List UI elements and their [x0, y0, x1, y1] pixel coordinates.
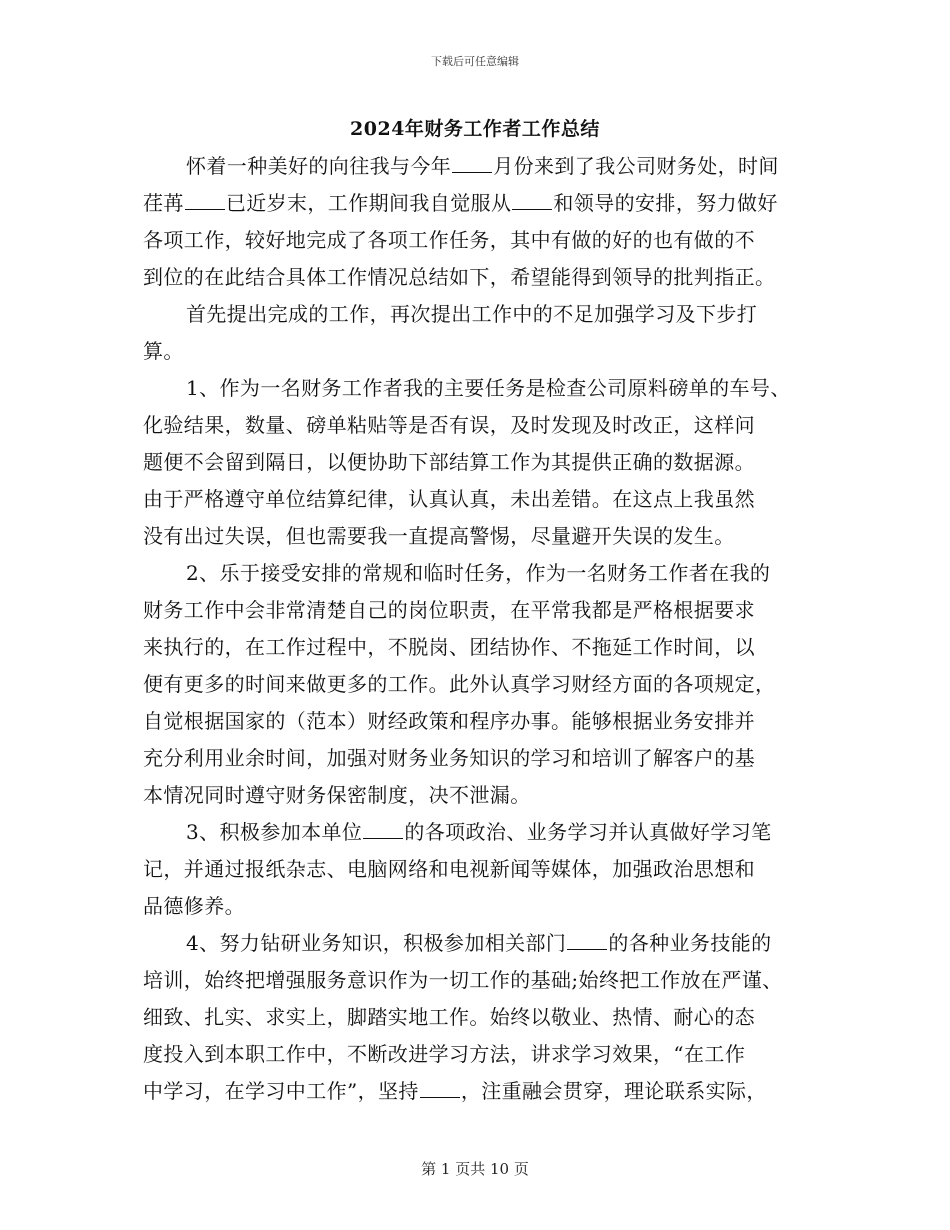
text-line: 到位的在此结合具体工作情况总结如下，希望能得到领导的批判指正。: [143, 265, 776, 289]
text-line: 怀着一种美好的向往我与今年 月份来到了我公司财务处，时间: [186, 154, 779, 178]
text-line: 由于严格遵守单位结算纪律，认真认真，未出差错。在这点上我虽然: [143, 487, 755, 511]
text-line: 充分利用业余时间，加强对财务业务知识的学习和培训了解客户的基: [143, 746, 755, 770]
text-line: 细致、扎实、求实上，脚踏实地工作。始终以敬业、热情、耐心的态: [143, 1005, 755, 1029]
text-line: 1、作为一名财务工作者我的主要任务是检查公司原料磅单的车号、: [186, 376, 791, 400]
text-line: 本情况同时遵守财务保密制度，决不泄漏。: [143, 783, 531, 807]
text-line: 度投入到本职工作中，不断改进学习方法，讲求学习效果，“在工作: [143, 1042, 746, 1066]
text-line: 3、积极参加本单位 的各项政治、业务学习并认真做好学习笔: [186, 820, 772, 844]
page-footer: 第 1 页共 10 页: [421, 1160, 529, 1178]
blank-underline: [452, 154, 492, 173]
text-line: 2、乐于接受安排的常规和临时任务，作为一名财务工作者在我的: [186, 561, 771, 585]
text-line: 化验结果，数量、磅单粘贴等是否有误，及时发现及时改正，这样问: [143, 413, 755, 437]
document-title: 2024年财务工作者工作总结: [350, 118, 600, 140]
text-line: 中学习，在学习中工作”，坚持 ，注重融会贯穿，理论联系实际，: [143, 1079, 767, 1103]
text-line: 各项工作，较好地完成了各项工作任务，其中有做的好的也有做的不: [143, 228, 755, 252]
blank-underline: [363, 820, 403, 839]
text-line: 自觉根据国家的（范本）财经政策和程序办事。能够根据业务安排并: [143, 709, 755, 733]
blank-underline: [567, 931, 607, 950]
text-line: 便有更多的时间来做更多的工作。此外认真学习财经方面的各项规定，: [143, 672, 776, 696]
text-line: 品德修养。: [143, 894, 245, 918]
text-line: 算。: [143, 339, 184, 363]
text-line: 首先提出完成的工作，再次提出工作中的不足加强学习及下步打: [186, 302, 758, 326]
text-line: 荏苒 已近岁末，工作期间我自觉服从 和领导的安排，努力做好: [143, 191, 778, 215]
blank-underline: [512, 191, 552, 210]
text-line: 培训，始终把增强服务意识作为一切工作的基础;始终把工作放在严谨、: [143, 968, 783, 992]
header-note: 下载后可任意编辑: [431, 55, 519, 68]
text-line: 记，并通过报纸杂志、电脑网络和电视新闻等媒体，加强政治思想和: [143, 857, 755, 881]
text-line: 没有出过失误，但也需要我一直提高警惕，尽量避开失误的发生。: [143, 524, 735, 548]
text-line: 来执行的，在工作过程中，不脱岗、团结协作、不拖延工作时间，以: [143, 635, 755, 659]
blank-underline: [185, 191, 225, 210]
text-line: 财务工作中会非常清楚自己的岗位职责，在平常我都是严格根据要求: [143, 598, 755, 622]
text-line: 4、努力钻研业务知识，积极参加相关部门 的各种业务技能的: [186, 931, 772, 955]
blank-underline: [420, 1079, 460, 1098]
text-line: 题便不会留到隔日，以便协助下部结算工作为其提供正确的数据源。: [143, 450, 755, 474]
